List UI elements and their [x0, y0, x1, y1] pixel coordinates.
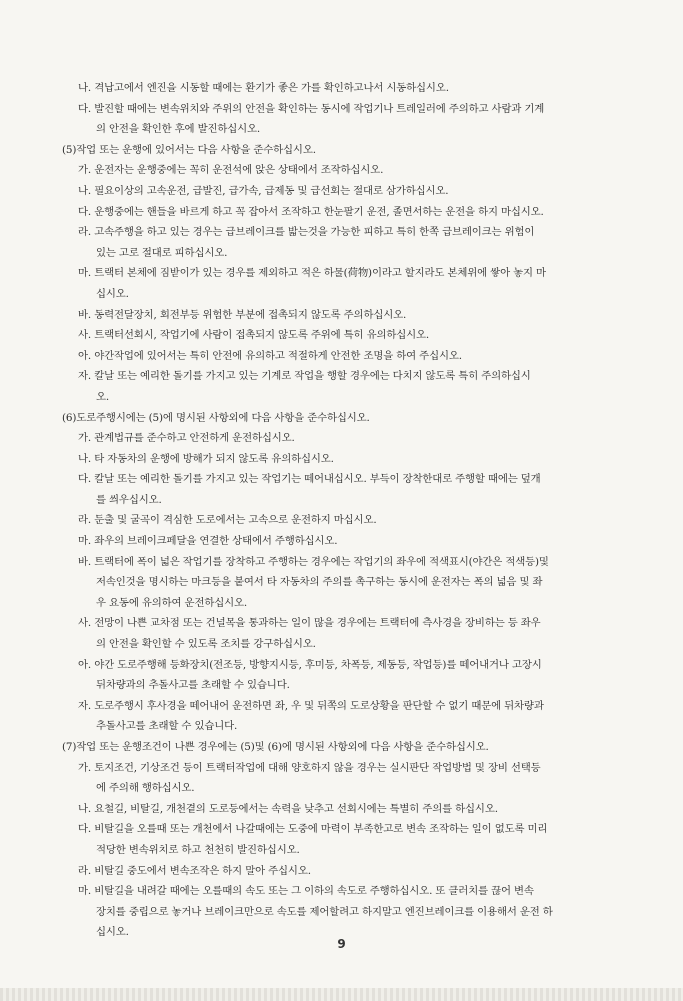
list-item: 바. 트랙터에 폭이 넓은 작업기를 장착하고 주행하는 경우에는 작업기의 좌우에 적색표시(야간은 적색등)및	[78, 555, 549, 568]
list-item-continuation: 에 주의해 행하십시오.	[96, 782, 195, 795]
list-item: 나. 필요이상의 고속운전, 급발진, 급가속, 급제동 및 급선회는 절대로 삼가하십시오.	[78, 184, 449, 197]
list-item: 마. 좌우의 브레이크페달을 연결한 상태에서 주행하십시오.	[78, 535, 338, 548]
list-item: 아. 야간 도로주행해 등화장치(전조등, 방향지시등, 후미등, 차폭등, 제동등, 작업등)를 떼어내거나 고장시	[78, 658, 542, 671]
list-item-continuation: 의 안전을 확인한 후에 발진하십시오.	[96, 123, 261, 136]
list-item-continuation: 십시오.	[96, 926, 129, 939]
list-item: 자. 칼날 또는 예리한 돌기를 가지고 있는 기계로 작업을 행할 경우에는 다치지 않도록 특히 주의하십시	[78, 370, 531, 383]
list-item: 다. 칼날 또는 예리한 돌기를 가지고 있는 작업기는 떼어내십시오. 부득이 장착한대로 주행할 때에는 덮개	[78, 473, 541, 486]
list-item-continuation: 의 안전을 확인할 수 있도록 조치를 강구하십시오.	[96, 638, 316, 651]
list-item-continuation: 적당한 변속위치로 하고 천천히 발진하십시오.	[96, 843, 300, 856]
list-item-continuation: 뒤차량과의 추돌사고를 초래할 수 있습니다.	[96, 679, 290, 692]
list-item-continuation: 십시오.	[96, 287, 129, 300]
list-item-continuation: 우 요동에 유의하여 운전하십시오.	[96, 596, 248, 609]
list-item-continuation: 저속인것을 명시하는 마크등을 붙여서 타 자동차의 주의를 촉구하는 동시에 운전자는 폭의 넓음 및 좌	[96, 576, 543, 589]
list-item: 마. 트랙터 본체에 짐받이가 있는 경우를 제외하고 적은 하물(荷物)이라고 할지라도 본체위에 쌓아 놓지 마	[78, 267, 546, 280]
list-item: 가. 운전자는 운행중에는 꼭히 운전석에 앉은 상태에서 조작하십시오.	[78, 164, 384, 177]
list-item: 가. 토지조건, 기상조건 등이 트랙터작업에 대해 양호하지 않을 경우는 실시판단 작업방법 및 장비 선택등	[78, 761, 541, 774]
list-item: 나. 격납고에서 엔진을 시동할 때에는 환기가 좋은 가를 확인하고나서 시동하십시오.	[78, 82, 449, 94]
section-heading: (6)도로주행시에는 (5)에 명시된 사항외에 다음 사항을 준수하십시오.	[62, 411, 370, 424]
list-item-continuation: 추돌사고를 초래할 수 있습니다.	[96, 720, 238, 733]
list-item: 아. 야간작업에 있어서는 특히 안전에 유의하고 적절하게 안전한 조명을 하여 주십시오.	[78, 349, 462, 362]
section-heading: (5)작업 또는 운행에 있어서는 다음 사항을 준수하십시오.	[62, 143, 316, 156]
page-number: 9	[337, 937, 346, 951]
list-item: 나. 요철길, 비탈길, 개천곁의 도로등에서는 속력을 낮추고 선회시에는 특별히 주의를 하십시오.	[78, 802, 498, 815]
list-item-continuation: 장치를 중립으로 놓거나 브레이크만으로 속도를 제어할려고 하지말고 엔진브레이크를 이용해서 운전 하	[96, 905, 553, 918]
list-item: 마. 비탈길을 내려갈 때에는 오를때의 속도 또는 그 이하의 속도로 주행하십시오. 또 클러치를 끊어 변속	[78, 885, 534, 898]
document-body	[62, 78, 628, 943]
list-item: 라. 고속주행을 하고 있는 경우는 급브레이크를 밟는것을 가능한 피하고 특히 한쪽 급브레이크는 위험이	[78, 226, 535, 239]
list-item: 바. 동력전달장치, 회전부등 위험한 부분에 접촉되지 않도록 주의하십시오.	[78, 308, 407, 321]
list-item-continuation: 있는 고로 절대로 피하십시오.	[96, 246, 228, 259]
list-item: 라. 비탈길 중도에서 변속조작은 하지 말아 주십시오.	[78, 864, 311, 877]
list-item-continuation: 를 씌우십시오.	[96, 493, 162, 506]
list-item: 나. 타 자동차의 운행에 방해가 되지 않도록 유의하십시오.	[78, 452, 334, 465]
section-heading: (7)작업 또는 운행조건이 나쁜 경우에는 (5)및 (6)에 명시된 사항외에 다음 사항을 준수하십시오.	[62, 741, 489, 753]
list-item: 가. 관계법규를 준수하고 안전하게 운전하십시오.	[78, 432, 295, 445]
list-item: 다. 발진할 때에는 변속위치와 주위의 안전을 확인하는 동시에 작업기나 트레일러에 주의하고 사람과 기계	[78, 102, 545, 115]
scan-edge	[0, 988, 683, 1001]
list-item: 라. 둔출 및 굴곡이 격심한 도로에서는 고속으로 운전하지 마십시오.	[78, 514, 377, 527]
list-item: 다. 운행중에는 핸들을 바르게 하고 꼭 잡아서 조작하고 한눈팔기 운전, 졸면서하는 운전을 하지 마십시오.	[78, 205, 544, 218]
list-item: 사. 전망이 나쁜 교차점 또는 건널목을 통과하는 일이 많을 경우에는 트랙터에 측사경을 장비하는 등 좌우	[78, 617, 541, 630]
list-item: 사. 트랙터선회시, 작업기에 사람이 접촉되지 않도록 주위에 특히 유의하십시오.	[78, 329, 430, 342]
list-item: 자. 도로주행시 후사경을 떼어내어 운전하면 좌, 우 및 뒤쪽의 도로상황을 판단할 수 없기 때문에 뒤차량과	[78, 699, 544, 712]
list-item-continuation: 오.	[96, 390, 110, 403]
list-item: 다. 비탈길을 오를때 또는 개천에서 나갈때에는 도중에 마력이 부족한고로 변속 조작하는 일이 없도록 미리	[78, 823, 548, 836]
